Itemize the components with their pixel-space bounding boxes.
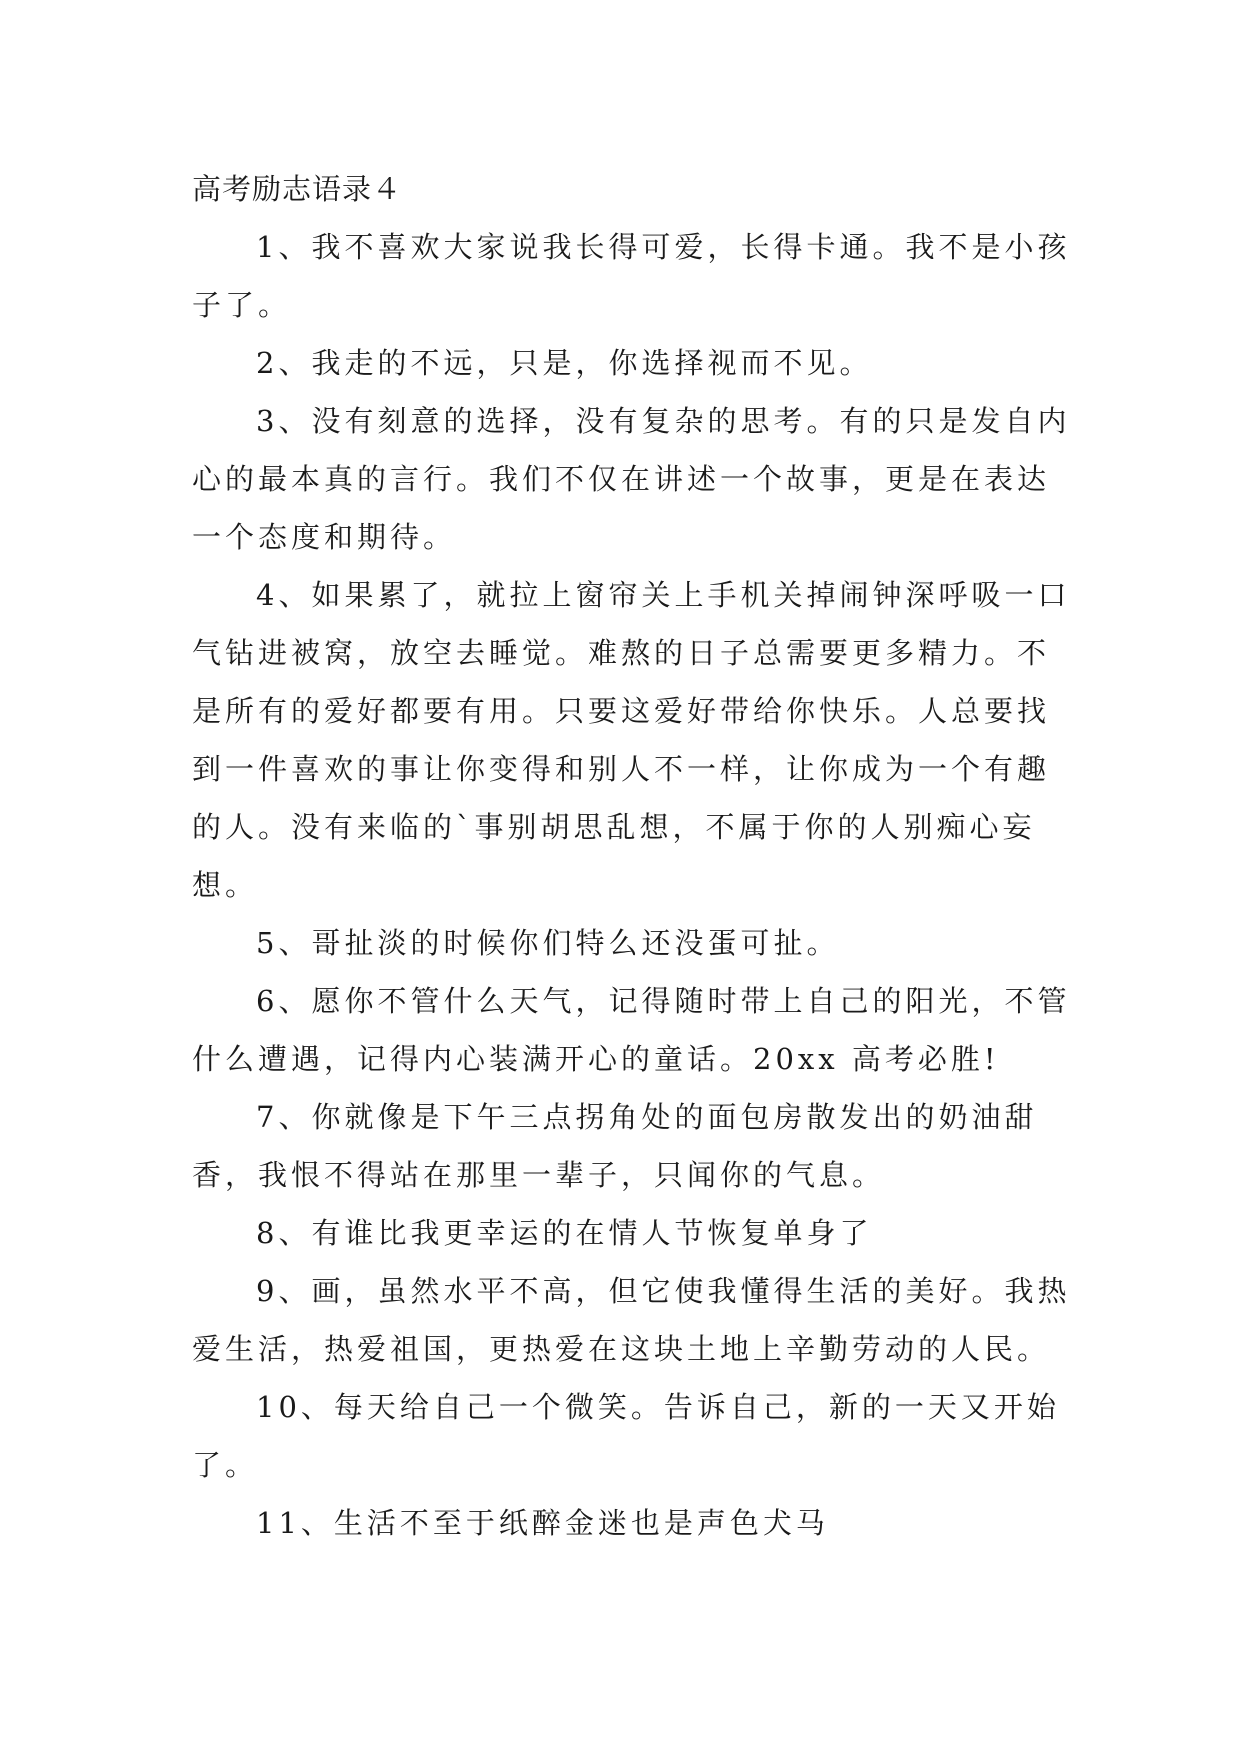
- quote-paragraph-3: 3、没有刻意的选择，没有复杂的思考。有的只是发自内心的最本真的言行。我们不仅在讲述一个故事，更是在表达一个态度和期待。: [192, 404, 1071, 554]
- quote-paragraph-8: 8、有谁比我更幸运的在情人节恢复单身了: [256, 1216, 873, 1250]
- quote-paragraph-6: 6、愿你不管什么天气，记得随时带上自己的阳光，不管什么遭遇，记得内心装满开心的童话。20xx 高考必胜!: [192, 984, 1071, 1076]
- page-title: 高考励志语录４: [192, 172, 403, 206]
- document-body: [192, 160, 1072, 1552]
- quote-paragraph-5: 5、哥扯淡的时候你们特么还没蛋可扯。: [256, 926, 840, 960]
- quote-paragraph-1: 1、我不喜欢大家说我长得可爱，长得卡通。我不是小孩子了。: [192, 230, 1071, 322]
- quote-paragraph-7: 7、你就像是下午三点拐角处的面包房散发出的奶油甜香，我恨不得站在那里一辈子，只闻你的气息。: [192, 1100, 1038, 1192]
- quote-paragraph-4: 4、如果累了，就拉上窗帘关上手机关掉闹钟深呼吸一口气钻进被窝，放空去睡觉。难熬的日子总需要更多精力。不是所有的爱好都要有用。只要这爱好带给你快乐。人总要找到一件喜欢的事让你变得和别人不一样，让你成为一个有趣的人。没有来临的`事别胡思乱想，不属于你的人别痴心妄想。: [192, 578, 1071, 902]
- quote-paragraph-2: 2、我走的不远，只是，你选择视而不见。: [256, 346, 873, 380]
- quote-paragraph-11: 11、生活不至于纸醉金迷也是声色犬马: [256, 1506, 829, 1540]
- quote-paragraph-10: 10、每天给自己一个微笑。告诉自己，新的一天又开始了。: [192, 1390, 1060, 1482]
- quote-paragraph-9: 9、画，虽然水平不高，但它使我懂得生活的美好。我热爱生活，热爱祖国，更热爱在这块土地上辛勤劳动的人民。: [192, 1274, 1071, 1366]
